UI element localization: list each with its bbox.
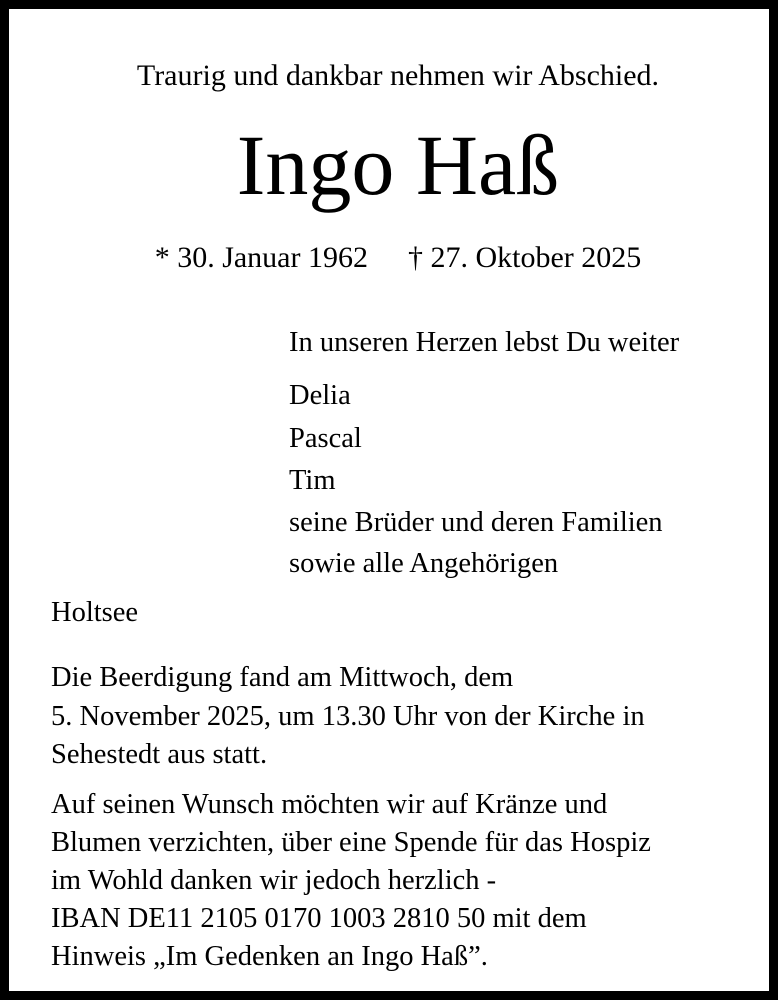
place-name: Holtsee [51, 597, 139, 628]
life-dates [9, 243, 778, 273]
deceased-name: Ingo Haß [236, 117, 560, 213]
funeral-line-3: Sehestedt aus statt. [51, 739, 268, 770]
funeral-line-2: 5. November 2025, um 13.30 Uhr von der Kirche in [51, 701, 645, 732]
mourner-tim: Tim [289, 465, 336, 496]
mourner-relatives: sowie alle Angehörigen [289, 548, 559, 579]
donation-line-5: Hinweis „Im Gedenken an Ingo Haß”. [51, 941, 488, 972]
death-date: † 27. Oktober 2025 [407, 241, 642, 274]
mourner-delia: Delia [289, 380, 351, 411]
mourner-brothers: seine Brüder und deren Familien [289, 507, 663, 538]
mourner-pascal: Pascal [289, 423, 362, 454]
donation-line-2: Blumen verzichten, über eine Spende für das Hospiz [51, 827, 651, 858]
intro-text: Traurig und dankbar nehmen wir Abschied. [136, 59, 660, 92]
motto-text: In unseren Herzen lebst Du weiter [289, 327, 680, 358]
donation-line-iban: IBAN DE11 2105 0170 1003 2810 50 mit dem [51, 903, 587, 934]
donation-line-1: Auf seinen Wunsch möchten wir auf Kränze und [51, 789, 608, 820]
birth-date: * 30. Januar 1962 [154, 241, 368, 274]
funeral-line-1: Die Beerdigung fand am Mittwoch, dem [51, 662, 514, 693]
donation-line-3: im Wohld danken wir jedoch herzlich - [51, 865, 497, 896]
